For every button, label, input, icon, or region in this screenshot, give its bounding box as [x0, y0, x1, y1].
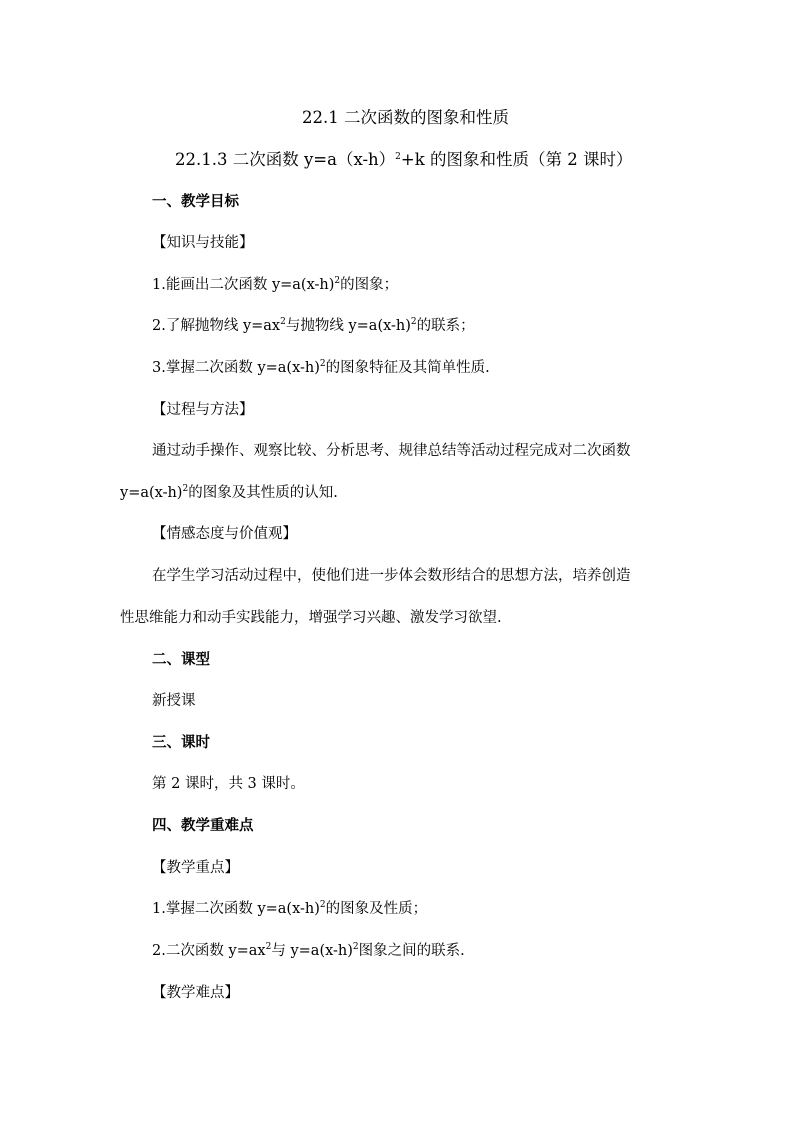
knowledge-item-2-pre: 2.了解抛物线 y=ax — [152, 318, 281, 334]
label-process-methods: 【过程与方法】 — [152, 402, 254, 418]
focus-item-2-post: 图象之间的联系. — [358, 943, 465, 959]
knowledge-item-3-sup: 2 — [319, 359, 326, 369]
section-heading-class-hours: 三、课时 — [152, 735, 210, 751]
focus-item-1-pre: 1.掌握二次函数 y=a(x-h) — [152, 901, 320, 917]
label-teaching-focus: 【教学重点】 — [152, 860, 239, 876]
subtitle-post: +k 的图象和性质（第 2 课时） — [400, 150, 633, 169]
knowledge-item-3-pre: 3.掌握二次函数 y=a(x-h) — [152, 360, 320, 376]
knowledge-item-1-pre: 1.能画出二次函数 y=a(x-h) — [152, 277, 335, 293]
knowledge-item-2-sup1: 2 — [280, 317, 286, 327]
process-line-2-sup: 2 — [182, 484, 189, 494]
attitude-paragraph-line-2: 性思维能力和动手实践能力，增强学习兴趣、激发学习欲望. — [120, 610, 502, 626]
section-heading-key-points: 四、教学重难点 — [152, 818, 254, 834]
knowledge-item-1 — [152, 275, 398, 297]
attitude-paragraph-line-1: 在学生学习活动过程中，使他们进一步体会数形结合的思想方法，培养创造 — [152, 568, 631, 584]
focus-item-2-mid: 与 y=a(x-h) — [271, 943, 353, 959]
knowledge-item-3-post: 的图象特征及其简单性质. — [325, 360, 490, 376]
document-title: 22.1 二次函数的图象和性质 — [302, 108, 509, 127]
document-subtitle — [175, 150, 632, 173]
focus-item-1-sup: 2 — [319, 900, 326, 910]
knowledge-item-2 — [152, 316, 475, 338]
knowledge-item-1-post: 的图象； — [340, 277, 399, 293]
subtitle-sup: 2 — [395, 152, 401, 162]
knowledge-item-3 — [152, 358, 490, 380]
focus-item-2-sup2: 2 — [352, 942, 359, 952]
subtitle-pre: 22.1.3 二次函数 y=a（x-h） — [175, 150, 396, 169]
process-paragraph-line-1: 通过动手操作、观察比较、分析思考、规律总结等活动过程完成对二次函数 — [152, 443, 631, 459]
knowledge-item-2-mid: 与抛物线 y=a(x-h) — [285, 318, 411, 334]
lesson-type-value: 新授课 — [152, 693, 196, 709]
knowledge-item-1-sup: 2 — [334, 276, 341, 286]
knowledge-item-2-post: 的联系； — [416, 318, 475, 334]
focus-item-2-pre: 2.二次函数 y=ax — [152, 943, 266, 959]
process-paragraph-line-2 — [120, 483, 338, 505]
focus-item-2-sup1: 2 — [265, 942, 272, 952]
label-knowledge-skills: 【知识与技能】 — [152, 235, 254, 251]
focus-item-2 — [152, 941, 465, 963]
class-hours-value: 第 2 课时，共 3 课时。 — [152, 776, 305, 792]
process-line-2-post: 的图象及其性质的认知. — [188, 485, 338, 501]
focus-item-1-post: 的图象及性质； — [325, 901, 428, 917]
section-heading-lesson-type: 二、课型 — [152, 652, 210, 668]
label-attitude-values: 【情感态度与价值观】 — [152, 526, 297, 542]
knowledge-item-2-sup2: 2 — [410, 317, 417, 327]
process-line-2-pre: y=a(x-h) — [120, 485, 183, 501]
section-heading-objectives: 一、教学目标 — [152, 194, 239, 210]
label-teaching-difficulty: 【教学难点】 — [152, 985, 239, 1001]
focus-item-1 — [152, 899, 427, 921]
